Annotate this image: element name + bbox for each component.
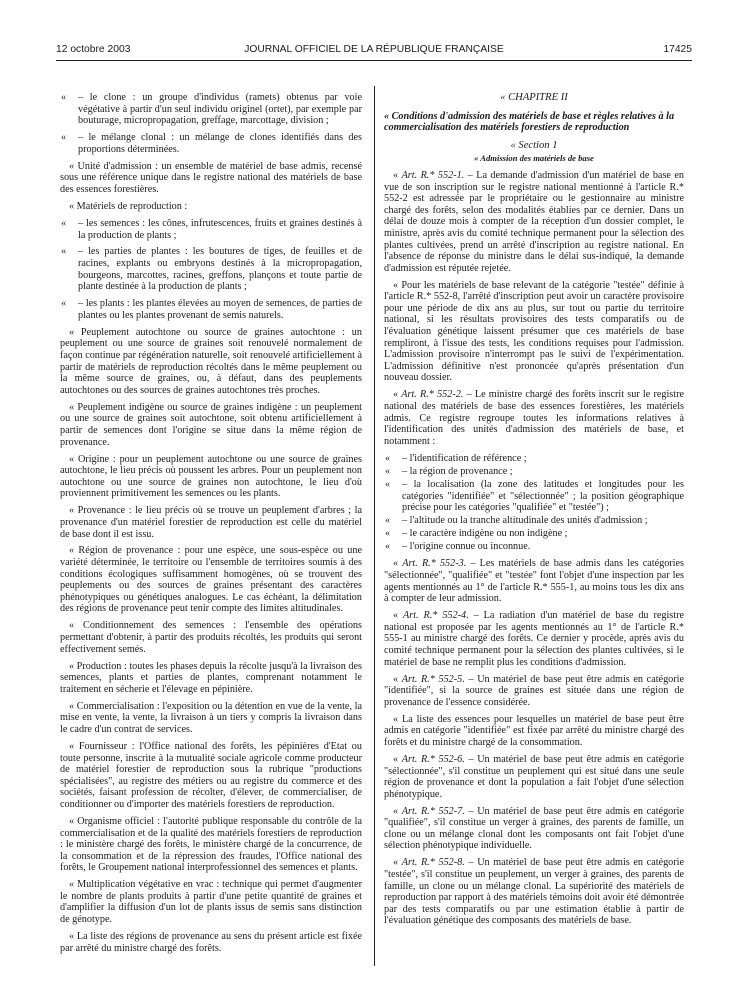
paragraph: « Provenance : le lieu précis où se trouve un peuplement d'arbres ; la provenance d'un matériel forestier de reproduction est celle du matériel de base dont il est issu. [60,505,362,540]
right-column-body [384,170,684,927]
article-number: Art. R.* 552-6. [401,753,465,765]
list-item-text: – les semences : les cônes, infrutescences, fruits et graines destinés à la production de plants ; [78,217,362,241]
list-item-text: – le mélange clonal : un mélange de clones identifiés dans des proportions déterminées. [78,132,362,155]
list-item [384,528,684,540]
list-item-text: – l'altitude ou la tranche altitudinale des unités d'admission ; [402,515,648,527]
paragraph: « Région de provenance : pour une espèce, une sous-espèce ou une variété déterminée, le territoire ou l'ensemble de territoires soumis à des conditions écologiques suffisamment homogènes, où se trouvent des peuplements ou des sources de graines présentant des caractères phénotypiques ou génétiques analogues. Le cas échéant, la délimitation des régions de provenance peut tenir compte des limites altitudinales. [60,545,362,615]
paragraph: « Organisme officiel : l'autorité publique responsable du contrôle de la commercialisation et de la qualité des matériels forestiers de reproduction : le ministère chargé des forêts, le ministère chargé de la concurrence, de la consommation et de la répression des fraudes, l'Office national des forêts, le Groupement national interprofessionnel des semences et plants. [60,815,362,874]
article-text: – Le ministre chargé des forêts inscrit sur le registre national des matériels de base des essences forestières, les matériels admis. Ce registre regroupe toutes les informations relatives à l'identification des unités d'admission des matériels de base, et notamment : [384,389,684,447]
paragraph: « Unité d'admission : un ensemble de matériel de base admis, recensé sous une référence unique dans le registre national des matériels de base des essences forestières. [60,160,362,195]
list-marker: « [385,478,391,490]
article-paragraph: « Art. R.* 552-2. – Le ministre chargé des forêts inscrit sur le registre national des matériels de base des essences forestières, les matériels admis. Ce registre regroupe toutes les informations relatives à l'identification des unités d'admission des matériels de base, et notamment : [384,389,684,447]
paragraph: « Origine : pour un peuplement autochtone ou une source de graines autochtone, le lieu précis où poussent les arbres. Pour un peuplement non autochtone ou une source de graines non autochtone, le lieu d'où proviennent primitivement les semences ou les plants. [60,453,362,500]
paragraph: « Multiplication végétative en vrac : technique qui permet d'augmenter le nombre de plants produits à partir d'une petite quantité de graines et d'amplifier la diffusion d'un lot de plants issus de semis sans distinction de génotype. [60,879,362,926]
list-item [60,298,362,321]
article-text: – Les matériels de base admis dans les catégories "sélectionnée", "qualifiée" et "testée" font l'objet d'une inspection par les agents mentionnés au 1° de l'article R.* 555-1, au moins tous les dix ans à compter de leur admission. [384,558,684,605]
paragraph: « Pour les matériels de base relevant de la catégorie "testée" définie à l'article R.* 552-8, l'arrêté d'inscription peut avoir un caractère provisoire pour une période de dix ans au plus, sur tout ou partie du territoire national, si les résultats provisoires des tests comparatifs ou de l'évaluation génétique laissent présumer que ces matériels de base rempliront, à l'issue des tests, les conditions requises pour l'admission. L'admission provisoire n'interrompt pas le suivi de l'expérimentation. L'admission définitive n'est prononcée qu'après présentation d'un nouveau dossier. [384,279,684,384]
list-item [384,479,684,514]
article-number: Art. R.* 552-7. [401,805,465,817]
list-item-text: – les parties de plantes : les boutures de tiges, de feuilles et de racines, explants ou embryons destinés à la micropropagation, bourgeons, marcottes, racines, greffons, plançons et toute partie de plante destinée à la production de plants ; [78,246,362,293]
journal-title: JOURNAL OFFICIEL DE LA RÉPUBLIQUE FRANÇAISE [244,44,504,55]
article-text: – Un matériel de base peut être admis en catégorie "testée", s'il constitue un peuplement, un verger à graines, des parents de famille, un clone ou un mélange clonal. La supériorité des matériels de reproduction par rapport à des matériels témoins doit avoir été démontrée par des tests comparatifs ou par une estimation établie à partir de l'évaluation génétique des composants des matériels de base. [384,857,685,927]
article-paragraph: « Art. R.* 552-3. – Les matériels de base admis dans les catégories "sélectionnée", "qualifiée" et "testée" font l'objet d'une inspection par les agents mentionnés au 1° de l'article R.* 555-1, au moins tous les dix ans à compter de leur admission. [384,558,684,605]
chapter-heading: « CHAPITRE II [500,92,568,103]
list-marker: « [61,132,67,144]
article-number: Art. R.* 552-3. [402,558,467,570]
left-column [60,92,362,960]
list-item [60,218,362,241]
list-item [384,515,684,527]
list-marker: « [385,452,391,464]
paragraph: « La liste des essences pour lesquelles un matériel de base peut être admis en catégorie "identifiée" est fixée par arrêté du ministre chargé des forêts et du ministre chargé de la consommation. [384,713,684,748]
list-item [384,466,684,478]
list-item-text: – l'origine connue ou inconnue. [402,541,531,553]
paragraph: « La liste des régions de provenance au sens du présent article est fixée par arrêté du ministre chargé des forêts. [60,931,362,954]
article-paragraph: « Art. R.* 552-1. – La demande d'admission d'un matériel de base en vue de son inscription sur le registre national mentionné à l'article R.* 552-2 est adressée par le propriétaire ou le gestionnaire au ministre chargé des forêts, selon des modalités établies par ce dernier. Dans un délai de douze mois à compter de la réception d'un dossier complet, le ministre, après avis du comité technique permanent pour la sélection des plantes cultivées, prend un arrêté d'inscription au registre national. En l'absence de réponse du ministre dans le délai sus-indiqué, la demande d'admission est réputée rejetée. [384,169,684,274]
list-item-text: – le caractère indigène ou non indigène ; [402,528,568,540]
article-text: – Un matériel de base peut être admis en catégorie "sélectionnée", s'il constitue un peuplement qui est situé dans une seule région de provenance et dont la population a fait l'objet d'une sélection phénotypique. [384,753,685,800]
article-text: – Un matériel de base peut être admis en catégorie "identifiée", si la source de graines est située dans une région de provenance de l'essence considérée. [384,673,685,708]
page-number: 17425 [663,44,692,55]
list-item-text: – l'identification de référence ; [402,452,527,464]
list-item [384,541,684,553]
paragraph: « Commercialisation : l'exposition ou la détention en vue de la vente, la mise en vente, la vente, la livraison à un tiers y compris la livraison dans le cadre d'un contrat de services. [60,700,362,735]
article-paragraph: « Art. R.* 552-7. – Un matériel de base peut être admis en catégorie "qualifiée", s'il constitue un verger à graines, des parents de famille, un clone ou un mélange clonal dont les composants ont fait l'objet d'une sélection phénotypique individuelle. [384,805,685,852]
paragraph: « Production : toutes les phases depuis la récolte jusqu'à la livraison des semences, plants et parties de plantes, comprenant notamment le traitement en sécherie et l'élevage en pépinière. [60,660,362,695]
paragraph: « Matériels de reproduction : [69,200,188,212]
list-marker: « [61,298,67,310]
article-paragraph: « Art. R.* 552-6. – Un matériel de base peut être admis en catégorie "sélectionnée", s'il constitue un peuplement qui est situé dans une seule région de provenance et dont la population a fait l'objet d'une sélection phénotypique. [384,753,685,800]
list-marker: « [61,92,67,103]
list-item [60,246,362,292]
publication-date: 12 octobre 2003 [56,44,131,55]
article-number: Art. R.* 552-8. [401,857,465,869]
list-item-text: – les plants : les plantes élevées au moyen de semences, de parties de plantes ou les plantes provenant de semis naturels. [78,298,362,321]
list-item [60,132,362,155]
paragraph: « Conditionnement des semences : l'ensemble des opérations permettant d'obtenir, à partir des produits récoltés, les produits qui seront effectivement semés. [60,620,362,655]
list-item-text: – la localisation (la zone des latitudes et longitudes pour les catégories "identifiée" et "sélectionnée" ; la position géographique précise pour les catégories "qualifiée" et "testée") ; [402,478,684,514]
list-marker: « [61,246,67,258]
list-item-text: – la région de provenance ; [402,465,513,477]
list-item-text: – le clone : un groupe d'individus (ramets) obtenus par voie végétative à partir d'un seul individu originel (ortet), par exemple par bouturage, micropropagation, greffage, marcottage, division ; [78,92,362,127]
list-marker: « [385,515,391,527]
list-marker: « [385,528,391,540]
list-marker: « [61,217,67,229]
article-text: – Un matériel de base peut être admis en catégorie "qualifiée", s'il constitue un verger à graines, des parents de famille, un clone ou un mélange clonal dont les composants ont fait l'objet d'une sélection phénotypique individuelle. [384,805,685,852]
paragraph: « Peuplement indigène ou source de graines indigène : un peuplement ou une source de graines soit autochtone, soit obtenu artificiellement à partir de semences dont l'origine se situe dans la même région de provenance. [60,401,362,448]
right-column [384,92,684,932]
paragraph: « Peuplement autochtone ou source de graines autochtone : un peuplement ou une source de graines soit renouvelé normalement de façon continue par régénération naturelle, soit renouvelé artificiellement à partir de matériels de reproduction récoltés dans le même peuplement ou la même source de graines, ou, à défaut, dans des peuplements autochtones ou des sources de graines autochtones très proches. [60,326,362,396]
list-marker: « [385,465,391,477]
subsection-heading: « Admission des matériels de base [474,153,594,164]
article-text: – La radiation d'un matériel de base du registre national est proposée par les agents mentionnés au 1° de l'article R.* 555-1 au ministre chargé des forêts. Ce dernier y procède, après avis du comité technique permanent pour la sélection des plantes cultivées, si le matériel de base ne remplit plus les conditions d'admission. [384,610,684,668]
page-header [56,44,692,58]
column-divider [374,86,375,966]
article-number: Art. R.* 552-5. [401,673,465,685]
article-paragraph: « Art. R.* 552-8. – Un matériel de base peut être admis en catégorie "testée", s'il constitue un peuplement, un verger à graines, des parents de famille, un clone ou un mélange clonal. La supériorité des matériels de reproduction par rapport à des matériels témoins doit avoir été démontrée par des tests comparatifs ou par une estimation établie à partir de l'évaluation génétique des composants des matériels de base. [384,857,685,927]
chapter-title: « Conditions d'admission des matériels de base et règles relatives à la commercialisation des matériels forestiers de reproduction [384,110,675,134]
article-number: Art. R.* 552-1. [401,169,465,181]
header-rule [56,60,692,61]
section-heading: « Section 1 [510,139,558,151]
article-text: – La demande d'admission d'un matériel de base en vue de son inscription sur le registre national mentionné à l'article R.* 552-2 est adressée par le propriétaire ou le gestionnaire au ministre chargé des forêts, selon des modalités établies par ce dernier. Dans un délai de douze mois à compter de la réception d'un dossier complet, le ministre, après avis du comité technique permanent pour la sélection des plantes cultivées, prend un arrêté d'inscription au registre national. En l'absence de réponse du ministre dans le délai sus-indiqué, la demande d'admission est réputée rejetée. [384,169,684,274]
article-paragraph: « Art. R.* 552-5. – Un matériel de base peut être admis en catégorie "identifiée", si la source de graines est située dans une région de provenance de l'essence considérée. [384,673,685,708]
list-marker: « [385,541,391,553]
article-number: Art. R.* 552-2. [401,389,464,401]
list-item [60,92,362,127]
paragraph: « Fournisseur : l'Office national des forêts, les pépinières d'Etat ou toute personne, inscrite à la mutualité sociale agricole comme producteur de matériel forestier de reproduction sous la rubrique "productions spécialisées", au registre des métiers ou au registre du commerce et des sociétés, faisant profession de récolter, d'élever, de commercialiser, de conditionner ou d'importer des matériels forestiers de reproduction. [60,740,362,810]
article-number: Art. R.* 552-4. [403,610,469,622]
article-paragraph: « Art. R.* 552-4. – La radiation d'un matériel de base du registre national est proposée par les agents mentionnés au 1° de l'article R.* 555-1 au ministre chargé des forêts. Ce dernier y procède, après avis du comité technique permanent pour la sélection des plantes cultivées, si le matériel de base ne remplit plus les conditions d'admission. [384,610,684,668]
list-item [384,453,684,465]
